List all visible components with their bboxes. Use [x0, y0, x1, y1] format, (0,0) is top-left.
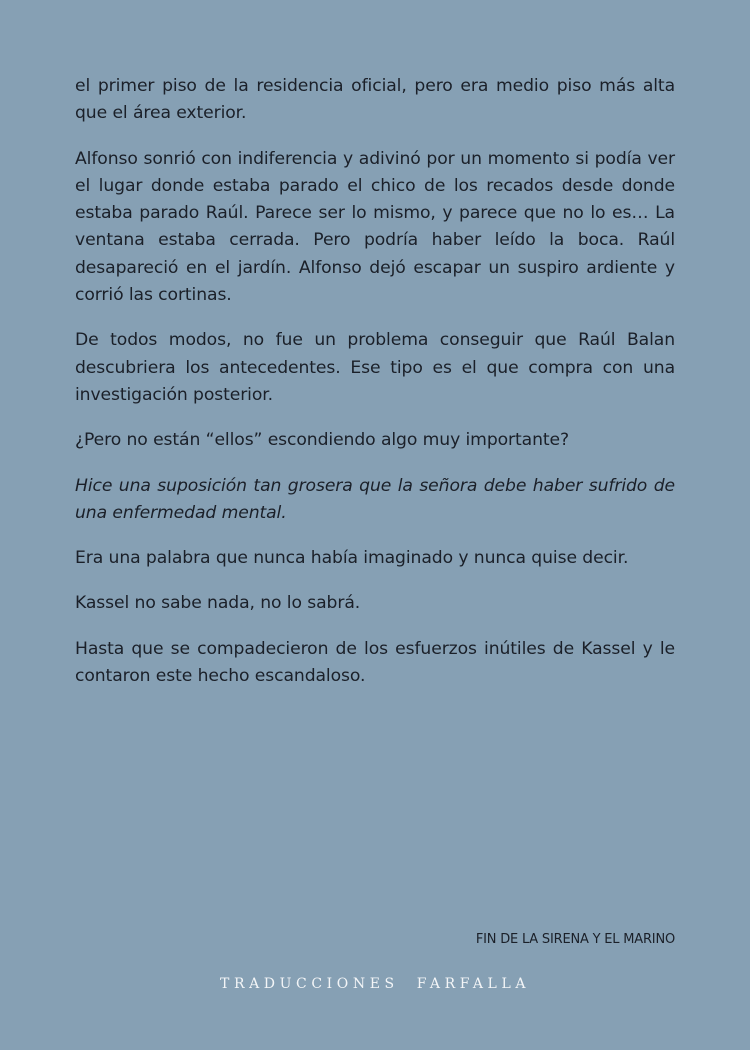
end-note: FIN DE LA SIRENA Y EL MARINO [475, 932, 675, 947]
body-text [75, 73, 675, 708]
paragraph: De todos modos, no fue un problema conseguir que Raúl Balan descubriera los antecedentes. Ese tipo es el que compra con una investigación posterior. [75, 330, 675, 405]
italic-paragraph: Hice una suposición tan grosera que la señora debe haber sufrido de una enfermedad mental. [75, 475, 675, 523]
paragraph: Alfonso sonrió con indiferencia y adivinó por un momento si podía ver el lugar donde estaba parado el chico de los recados desde donde estaba parado Raúl. Parece ser lo mismo, y parece que no lo es… La ventana estaba cerrada. Pero podría haber leído la boca. Raúl desapareció en el jardín. Alfonso dejó escapar un suspiro ardiente y corrió las cortinas. [75, 148, 675, 306]
paragraph: Hasta que se compadecieron de los esfuerzos inútiles de Kassel y le contaron este hecho escandaloso. [75, 638, 675, 687]
paragraph: Kassel no sabe nada, no lo sabrá. [75, 593, 361, 614]
paragraph: el primer piso de la residencia oficial, pero era medio piso más alta que el área exterior. [75, 76, 675, 124]
paragraph: ¿Pero no están “ellos” escondiendo algo muy importante? [75, 430, 570, 451]
publisher-footer: TRADUCCIONES FARFALLA [220, 976, 531, 992]
paragraph: Era una palabra que nunca había imaginado y nunca quise decir. [75, 548, 629, 569]
